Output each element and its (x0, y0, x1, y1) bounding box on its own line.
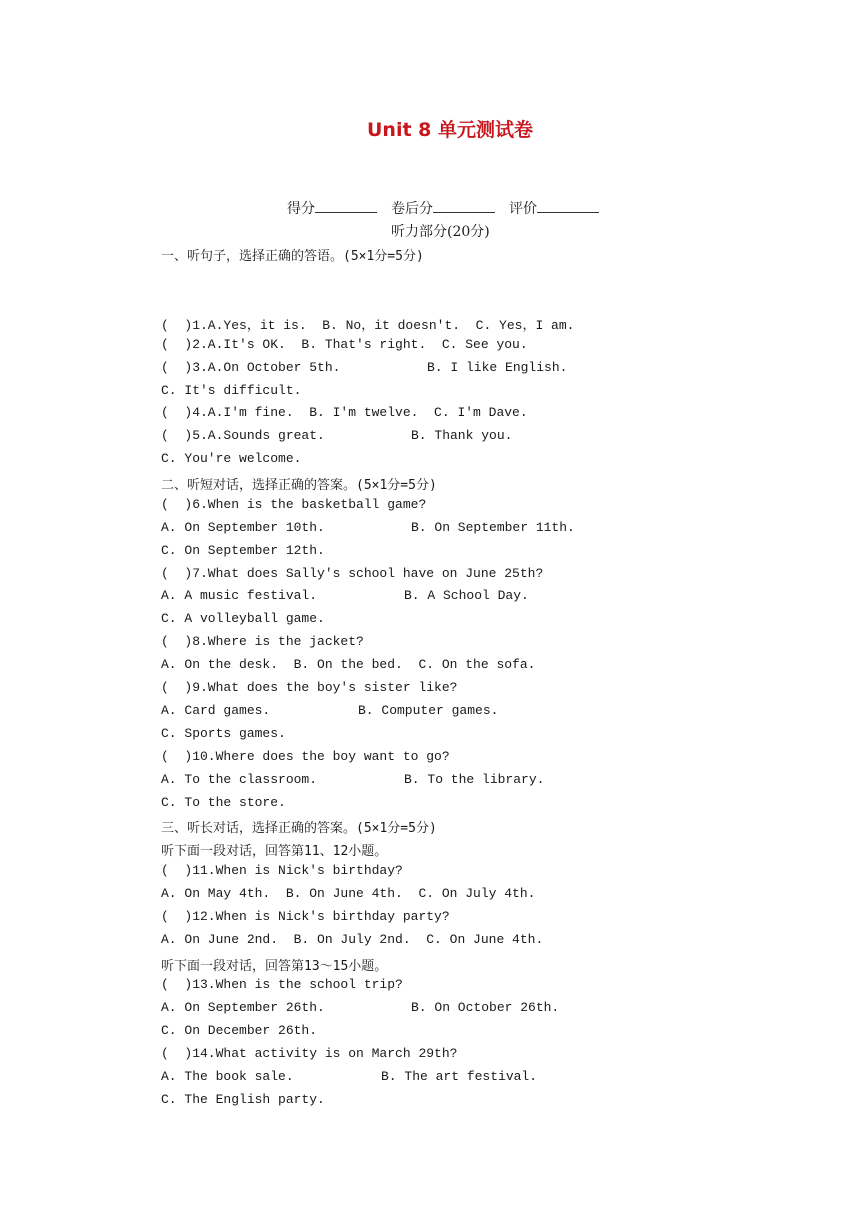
question-line: ( )13.When is the school trip? (161, 977, 403, 992)
option-b: B. A School Day. (404, 588, 529, 603)
question-line: ( )1.A.Yes，it is. B. No，it doesn't. C. Yes，I am. (161, 318, 575, 333)
option-b: B. On October 26th. (411, 1000, 560, 1015)
score-label: 得分 (287, 201, 315, 217)
option-b: B. The art festival. (381, 1069, 538, 1084)
question-line: A. On September 26th. (161, 1000, 325, 1015)
option-b: B. Thank you. (411, 428, 513, 443)
question-line: ( )5.A.Sounds great. (161, 428, 325, 443)
after-score-label: 卷后分 (391, 201, 433, 217)
question-line: A. To the classroom. (161, 772, 318, 787)
option-b: B. Computer games. (358, 703, 499, 718)
question-line: C. Sports games. (161, 726, 286, 741)
evaluation-blank[interactable] (537, 200, 599, 213)
question-line: C. A volleyball game. (161, 611, 325, 626)
score-line (287, 198, 613, 218)
question-line: ( )7.What does Sally's school have on June 25th? (161, 566, 544, 581)
after-score-blank[interactable] (433, 200, 495, 213)
question-line: 三、听长对话，选择正确的答案。(5×1分=5分) (161, 821, 437, 836)
option-b: B. To the library. (404, 772, 545, 787)
question-line: ( )8.Where is the jacket? (161, 634, 364, 649)
question-line: ( )14.What activity is on March 29th? (161, 1046, 458, 1061)
question-line: C. On September 12th. (161, 543, 325, 558)
evaluation-label: 评价 (509, 201, 537, 217)
page-title: Unit 8 单元测试卷 (367, 119, 533, 141)
question-line: C. To the store. (161, 795, 286, 810)
question-line: ( )10.Where does the boy want to go? (161, 749, 450, 764)
question-line: A. On the desk. B. On the bed. C. On the sofa. (161, 657, 536, 672)
question-line: ( )9.What does the boy's sister like? (161, 680, 458, 695)
question-line: ( )2.A.It's OK. B. That's right. C. See you. (161, 337, 528, 352)
question-line: 一、听句子，选择正确的答语。(5×1分=5分) (161, 249, 424, 264)
question-line: ( )11.When is Nick's birthday? (161, 863, 403, 878)
question-line: A. On September 10th. (161, 520, 325, 535)
question-line: C. On December 26th. (161, 1023, 318, 1038)
question-line: ( )3.A.On October 5th. (161, 360, 341, 375)
listening-part-title: 听力部分(20分) (391, 224, 490, 240)
question-line: 二、听短对话，选择正确的答案。(5×1分=5分) (161, 478, 437, 493)
score-blank[interactable] (315, 200, 377, 213)
option-b: B. On September 11th. (411, 520, 575, 535)
question-line: A. On June 2nd. B. On July 2nd. C. On June 4th. (161, 932, 544, 947)
option-b: B. I like English. (427, 360, 568, 375)
question-line: C. The English party. (161, 1092, 325, 1107)
question-line: C. It's difficult. (161, 383, 302, 398)
question-line: A. On May 4th. B. On June 4th. C. On July 4th. (161, 886, 536, 901)
question-line: A. Card games. (161, 703, 271, 718)
question-line: ( )6.When is the basketball game? (161, 497, 427, 512)
question-line: 听下面一段对话，回答第11、12小题。 (161, 844, 388, 859)
question-line: ( )12.When is Nick's birthday party? (161, 909, 450, 924)
question-line: ( )4.A.I'm fine. B. I'm twelve. C. I'm Dave. (161, 405, 528, 420)
question-line: 听下面一段对话，回答第13～15小题。 (161, 959, 388, 974)
question-line: A. The book sale. (161, 1069, 294, 1084)
question-line: C. You're welcome. (161, 451, 302, 466)
question-line: A. A music festival. (161, 588, 318, 603)
